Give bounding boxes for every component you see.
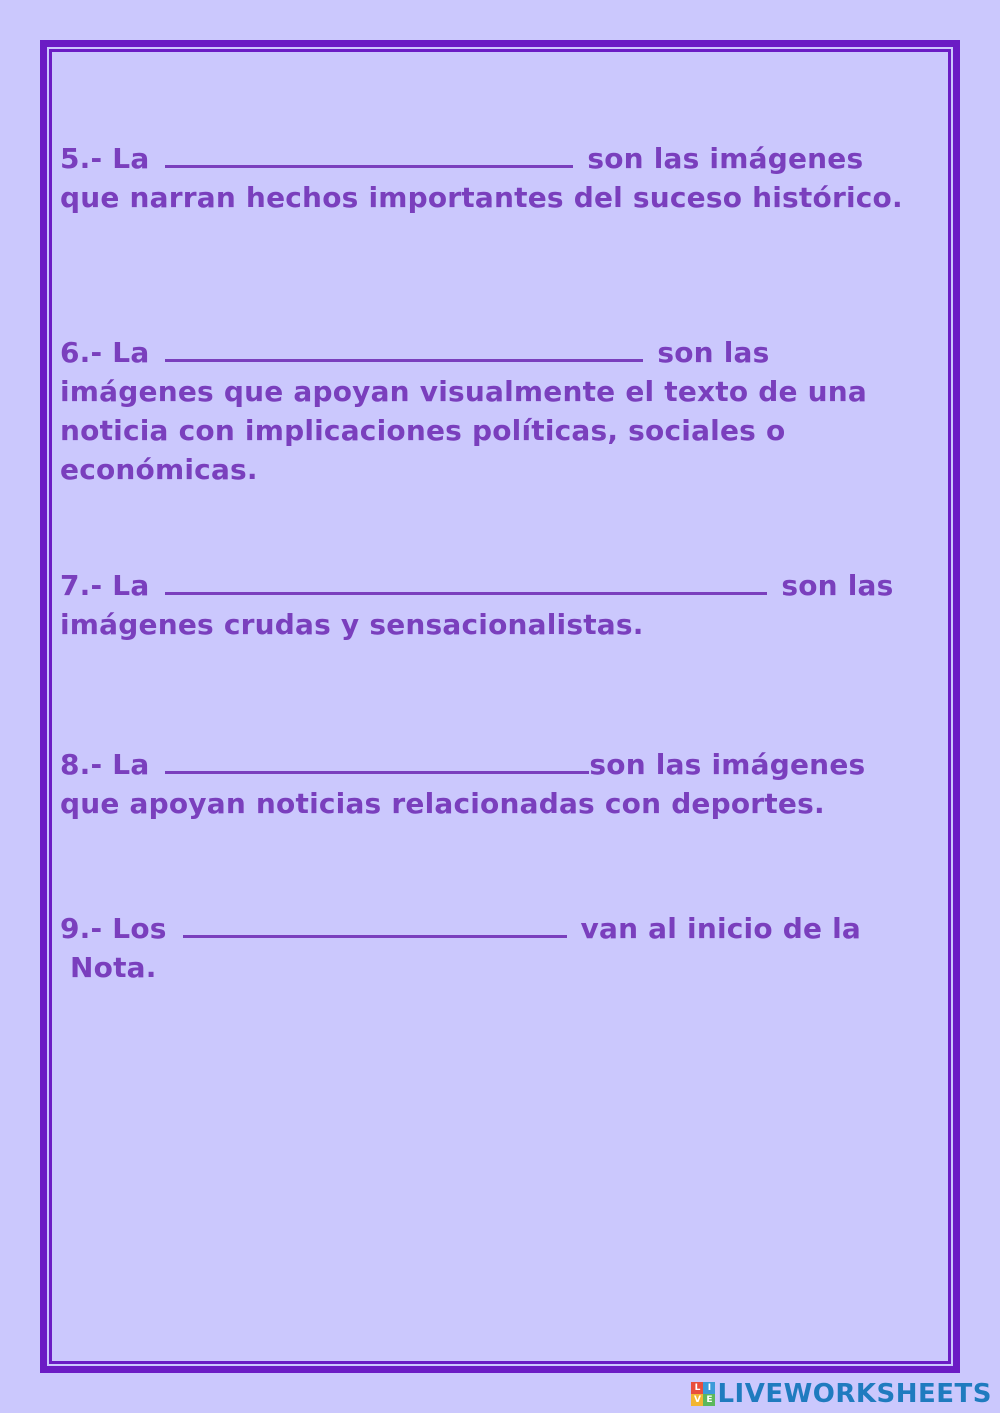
question-9-after-blank: van al inicio de la: [580, 912, 861, 945]
question-9-number: 9.- Los: [60, 912, 167, 945]
question-5-after-blank: son las imágenes: [587, 142, 864, 175]
question-5-number: 5.- La: [60, 142, 150, 175]
question-8-after-blank: son las imágenes: [589, 748, 866, 781]
question-9-first-line: [60, 909, 950, 948]
question-6-after-blank: son las: [657, 336, 770, 369]
question-6-line: económicas.: [60, 453, 258, 486]
answer-blank-6[interactable]: [165, 335, 643, 362]
logo-letter: L: [691, 1382, 703, 1394]
question-7: [60, 566, 950, 644]
question-7-number: 7.- La: [60, 569, 150, 602]
answer-blank-9[interactable]: [183, 911, 567, 938]
question-8-line: que apoyan noticias relacionadas con deportes.: [60, 787, 825, 820]
liveworksheets-logo-icon: [691, 1382, 715, 1406]
question-8-first-line: [60, 745, 950, 784]
question-9-line: Nota.: [70, 951, 157, 984]
logo-letter: V: [691, 1394, 703, 1406]
question-5-line: que narran hechos importantes del suceso histórico.: [60, 181, 903, 214]
watermark-text: LIVEWORKSHEETS: [717, 1379, 992, 1409]
question-7-first-line: [60, 566, 950, 605]
question-8: [60, 745, 950, 823]
answer-blank-7[interactable]: [165, 568, 767, 595]
question-6-line: noticia con implicaciones políticas, sociales o: [60, 414, 786, 447]
question-6-first-line: [60, 333, 950, 372]
question-6-line: imágenes que apoyan visualmente el texto de una: [60, 375, 868, 408]
question-5: [60, 139, 950, 217]
question-7-after-blank: son las: [781, 569, 894, 602]
question-6: [60, 333, 950, 489]
answer-blank-5[interactable]: [165, 141, 573, 168]
question-7-line: imágenes crudas y sensacionalistas.: [60, 608, 644, 641]
question-6-number: 6.- La: [60, 336, 150, 369]
inner-frame: [49, 49, 951, 1364]
answer-blank-8[interactable]: [165, 747, 589, 774]
liveworksheets-watermark: [691, 1379, 992, 1409]
question-8-number: 8.- La: [60, 748, 150, 781]
question-5-first-line: [60, 139, 950, 178]
logo-letter: E: [703, 1394, 715, 1406]
logo-letter: I: [703, 1382, 715, 1394]
question-9: [60, 909, 950, 987]
